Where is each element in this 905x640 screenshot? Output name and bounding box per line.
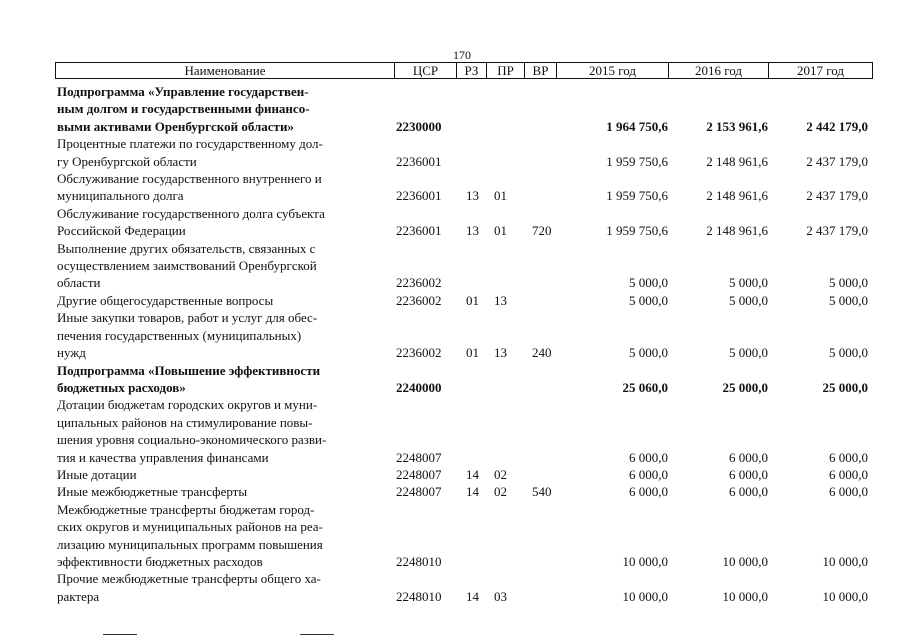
row-rz: 13: [466, 223, 479, 239]
row-2017: 2 437 179,0: [806, 223, 868, 239]
row-2017: 5 000,0: [829, 292, 868, 308]
row-csr: 2248010: [396, 553, 442, 569]
row-name-line: ным долгом и государственными финансо-: [57, 101, 310, 117]
header-2016: 2016 год: [669, 63, 769, 78]
row-csr: 2236002: [396, 292, 442, 308]
row-2017: 5 000,0: [829, 275, 868, 291]
header-2017: 2017 год: [797, 63, 844, 78]
row-name-line: осуществлением заимствований Оренбургской: [57, 258, 317, 274]
row-2015: 5 000,0: [629, 275, 668, 291]
footer-rule-right: [300, 634, 334, 635]
row-2017: 10 000,0: [822, 588, 868, 604]
header-name: Наименование: [56, 63, 395, 78]
row-name-line: печения государственных (муниципальных): [57, 327, 302, 343]
row-csr: 2230000: [396, 118, 442, 134]
row-name: [57, 292, 396, 309]
row-pr: 02: [494, 484, 507, 500]
row-2015: 5 000,0: [629, 345, 668, 361]
header-pr: ПР: [487, 63, 525, 78]
row-pr: 01: [494, 188, 507, 204]
footer-rule-left: [103, 634, 137, 635]
row-vr: 240: [532, 345, 552, 361]
row-csr: 2236002: [396, 275, 442, 291]
row-csr: 2236001: [396, 153, 442, 169]
row-name-line: ципальных районов на стимулирование повы-: [57, 414, 313, 430]
row-name-line: шения уровня социально-экономического разви-: [57, 432, 327, 448]
row-2015: 6 000,0: [629, 449, 668, 465]
row-2016: 2 153 961,6: [706, 118, 768, 134]
row-name-line: лизацию муниципальных программ повышения: [57, 536, 323, 552]
row-csr: 2236001: [396, 188, 442, 204]
row-name-line: Иные дотации: [57, 466, 137, 482]
row-2015: 6 000,0: [629, 484, 668, 500]
row-name-line: бюджетных расходов»: [57, 379, 186, 395]
row-name-line: рактера: [57, 588, 100, 604]
row-rz: 14: [466, 466, 479, 482]
table-row: [57, 83, 873, 135]
row-2016: 6 000,0: [729, 484, 768, 500]
row-2017: 2 442 179,0: [806, 118, 868, 134]
row-csr: 2240000: [396, 379, 442, 395]
row-2016: 6 000,0: [729, 466, 768, 482]
row-2016: 6 000,0: [729, 449, 768, 465]
row-name-line: Иные межбюджетные трансферты: [57, 484, 248, 500]
row-2016: 5 000,0: [729, 292, 768, 308]
table-row: [57, 309, 873, 361]
row-name-line: Подпрограмма «Управление государствен-: [57, 84, 309, 99]
row-rz: 01: [466, 345, 479, 361]
row-name-line: Дотации бюджетам городских округов и муни-: [57, 397, 318, 413]
row-2016: 2 148 961,6: [706, 223, 768, 239]
row-2015: 25 060,0: [622, 379, 668, 395]
row-csr: 2248007: [396, 484, 442, 500]
row-name-line: выми активами Оренбургской области»: [57, 118, 294, 134]
header-vr: ВР: [525, 63, 557, 78]
page-number: 170: [453, 48, 471, 62]
row-2015: 5 000,0: [629, 292, 668, 308]
row-2017: 6 000,0: [829, 449, 868, 465]
row-name-line: Обслуживание государственного внутреннего и: [57, 171, 322, 187]
table-row: [57, 135, 873, 170]
table-row: [57, 170, 873, 205]
row-name-line: Подпрограмма «Повышение эффективности: [57, 362, 321, 378]
row-name-line: тия и качества управления финансами: [57, 449, 269, 465]
row-csr: 2248010: [396, 588, 442, 604]
row-pr: 03: [494, 588, 507, 604]
row-2017: 6 000,0: [829, 484, 868, 500]
row-2017: 6 000,0: [829, 466, 868, 482]
header-rz: РЗ: [457, 63, 487, 78]
row-2016: 10 000,0: [722, 588, 768, 604]
row-csr: 2248007: [396, 449, 442, 465]
table-header: [55, 62, 873, 79]
row-2016: 5 000,0: [729, 275, 768, 291]
table-body: [57, 83, 873, 605]
row-name: [57, 501, 396, 571]
row-name: [57, 240, 396, 292]
row-rz: 14: [466, 484, 479, 500]
table-row: [57, 362, 873, 397]
row-2015: 1 964 750,6: [606, 118, 668, 134]
row-2016: 2 148 961,6: [706, 153, 768, 169]
row-name-line: Иные закупки товаров, работ и услуг для обес-: [57, 310, 318, 326]
row-2015: 10 000,0: [622, 553, 668, 569]
table-row: [57, 292, 873, 309]
row-name-line: Выполнение других обязательств, связанных с: [57, 240, 316, 256]
row-name-line: гу Оренбургской области: [57, 153, 197, 169]
row-name: [57, 205, 396, 240]
row-name-line: ских округов и муниципальных районов на реа-: [57, 519, 323, 535]
table-row: [57, 240, 873, 292]
header-2015: 2015 год: [557, 63, 669, 78]
row-name-line: Процентные платежи по государственному дол-: [57, 136, 323, 152]
row-2015: 10 000,0: [622, 588, 668, 604]
row-2016: 25 000,0: [722, 379, 768, 395]
row-pr: 01: [494, 223, 507, 239]
table-row: [57, 396, 873, 466]
table-row: [57, 570, 873, 605]
row-name-line: области: [57, 275, 101, 291]
header-csr: ЦСР: [395, 63, 457, 78]
row-csr: 2236001: [396, 223, 442, 239]
row-name-line: Прочие межбюджетные трансферты общего ха-: [57, 571, 321, 587]
row-name-line: муниципального долга: [57, 188, 184, 204]
row-2016: 2 148 961,6: [706, 188, 768, 204]
row-name: [57, 83, 396, 135]
row-2015: 1 959 750,6: [606, 188, 668, 204]
row-name-line: эффективности бюджетных расходов: [57, 553, 263, 569]
row-2015: 1 959 750,6: [606, 153, 668, 169]
row-csr: 2248007: [396, 466, 442, 482]
row-rz: 13: [466, 188, 479, 204]
row-name: [57, 309, 396, 361]
row-2017: 25 000,0: [822, 379, 868, 395]
row-2015: 6 000,0: [629, 466, 668, 482]
row-name-line: нужд: [57, 345, 86, 361]
row-name-line: Российской Федерации: [57, 223, 186, 239]
row-name: [57, 483, 396, 500]
table-row: [57, 205, 873, 240]
row-name-line: Другие общегосударственные вопросы: [57, 292, 274, 308]
row-name-line: Обслуживание государственного долга субъекта: [57, 205, 325, 221]
row-name: [57, 170, 396, 205]
row-2017: 2 437 179,0: [806, 153, 868, 169]
table-row: [57, 483, 873, 500]
row-2015: 1 959 750,6: [606, 223, 668, 239]
row-pr: 02: [494, 466, 507, 482]
row-2016: 10 000,0: [722, 553, 768, 569]
row-name: [57, 396, 396, 466]
row-pr: 13: [494, 292, 507, 308]
table-row: [57, 501, 873, 571]
row-2017: 10 000,0: [822, 553, 868, 569]
row-csr: 2236002: [396, 345, 442, 361]
row-rz: 01: [466, 292, 479, 308]
row-name: [57, 135, 396, 170]
row-2017: 5 000,0: [829, 345, 868, 361]
row-vr: 540: [532, 484, 552, 500]
row-name-line: Межбюджетные трансферты бюджетам город-: [57, 501, 315, 517]
row-2016: 5 000,0: [729, 345, 768, 361]
row-pr: 13: [494, 345, 507, 361]
row-name: [57, 570, 396, 605]
row-name: [57, 466, 396, 483]
row-name: [57, 362, 396, 397]
table-row: [57, 466, 873, 483]
row-vr: 720: [532, 223, 552, 239]
row-rz: 14: [466, 588, 479, 604]
row-2017: 2 437 179,0: [806, 188, 868, 204]
